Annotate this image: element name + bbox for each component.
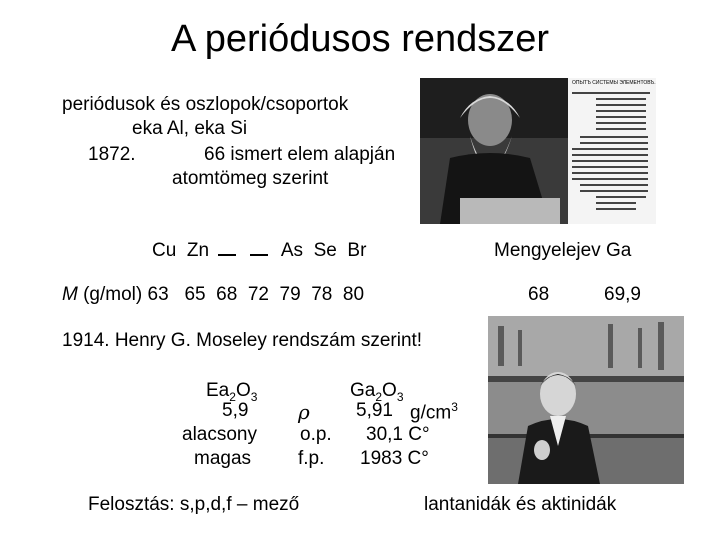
left-boiling-point: magas bbox=[194, 448, 252, 469]
intro-line-1: periódusok és oszlopok/csoportok bbox=[62, 94, 349, 115]
element-symbols bbox=[152, 240, 366, 262]
blank-slot-2 bbox=[250, 240, 268, 256]
mass-values: (g/mol) 63 65 68 72 79 78 80 bbox=[77, 284, 365, 305]
mendeleev-photo bbox=[420, 78, 656, 224]
footer-left: Felosztás: s,p,d,f – mező bbox=[88, 494, 300, 515]
o-symbol-right: O bbox=[382, 380, 397, 401]
density-unit bbox=[410, 400, 458, 424]
density-symbol: ρ bbox=[298, 400, 310, 424]
ga-subscript: 2 bbox=[375, 389, 383, 404]
moseley-photo bbox=[488, 316, 684, 484]
footer-right: lantanidák és aktinidák bbox=[424, 494, 617, 515]
atomic-mass-row bbox=[62, 284, 364, 306]
intro-line-2: eka Al, eka Si bbox=[132, 118, 248, 139]
left-melting-point: alacsony bbox=[182, 424, 257, 445]
element-symbols-b: As Se Br bbox=[280, 240, 367, 261]
o-subscript-right: 3 bbox=[396, 389, 404, 404]
ea-symbol: Ea bbox=[206, 380, 230, 401]
right-density: 5,91 bbox=[356, 400, 393, 421]
blank-slot-1 bbox=[218, 240, 236, 256]
ga-actual-mass: 69,9 bbox=[604, 284, 641, 305]
mass-symbol: M bbox=[62, 284, 78, 305]
density-unit-exponent: 3 bbox=[451, 400, 458, 414]
photo-table-heading: ОПЫТЪ СИСТЕМЫ ЭЛЕМЕНТОВЪ. bbox=[572, 80, 656, 86]
moseley-line: 1914. Henry G. Moseley rendszám szerint! bbox=[62, 330, 423, 351]
ga-predicted-mass: 68 bbox=[528, 284, 550, 305]
density-unit-base: g/cm bbox=[410, 402, 452, 424]
boiling-point-label: f.p. bbox=[298, 448, 325, 469]
intro-line-3-text: 66 ismert elem alapján bbox=[204, 144, 396, 165]
right-boiling-point: 1983 C° bbox=[360, 448, 429, 469]
o-symbol-left: O bbox=[235, 380, 251, 401]
right-melting-point: 30,1 C° bbox=[366, 424, 430, 445]
ea-subscript: 2 bbox=[229, 389, 236, 404]
mendeleev-ga-label: Mengyelejev Ga bbox=[494, 240, 632, 261]
intro-line-3-year: 1872. bbox=[88, 144, 136, 165]
page-title: A periódusos rendszer bbox=[170, 18, 550, 60]
o-subscript-left: 3 bbox=[250, 389, 258, 404]
ga-symbol: Ga bbox=[350, 380, 376, 401]
intro-line-4: atomtömeg szerint bbox=[172, 168, 329, 189]
melting-point-label: o.p. bbox=[300, 424, 332, 445]
element-symbols-a: Cu Zn bbox=[152, 240, 210, 261]
left-density: 5,9 bbox=[222, 400, 249, 421]
